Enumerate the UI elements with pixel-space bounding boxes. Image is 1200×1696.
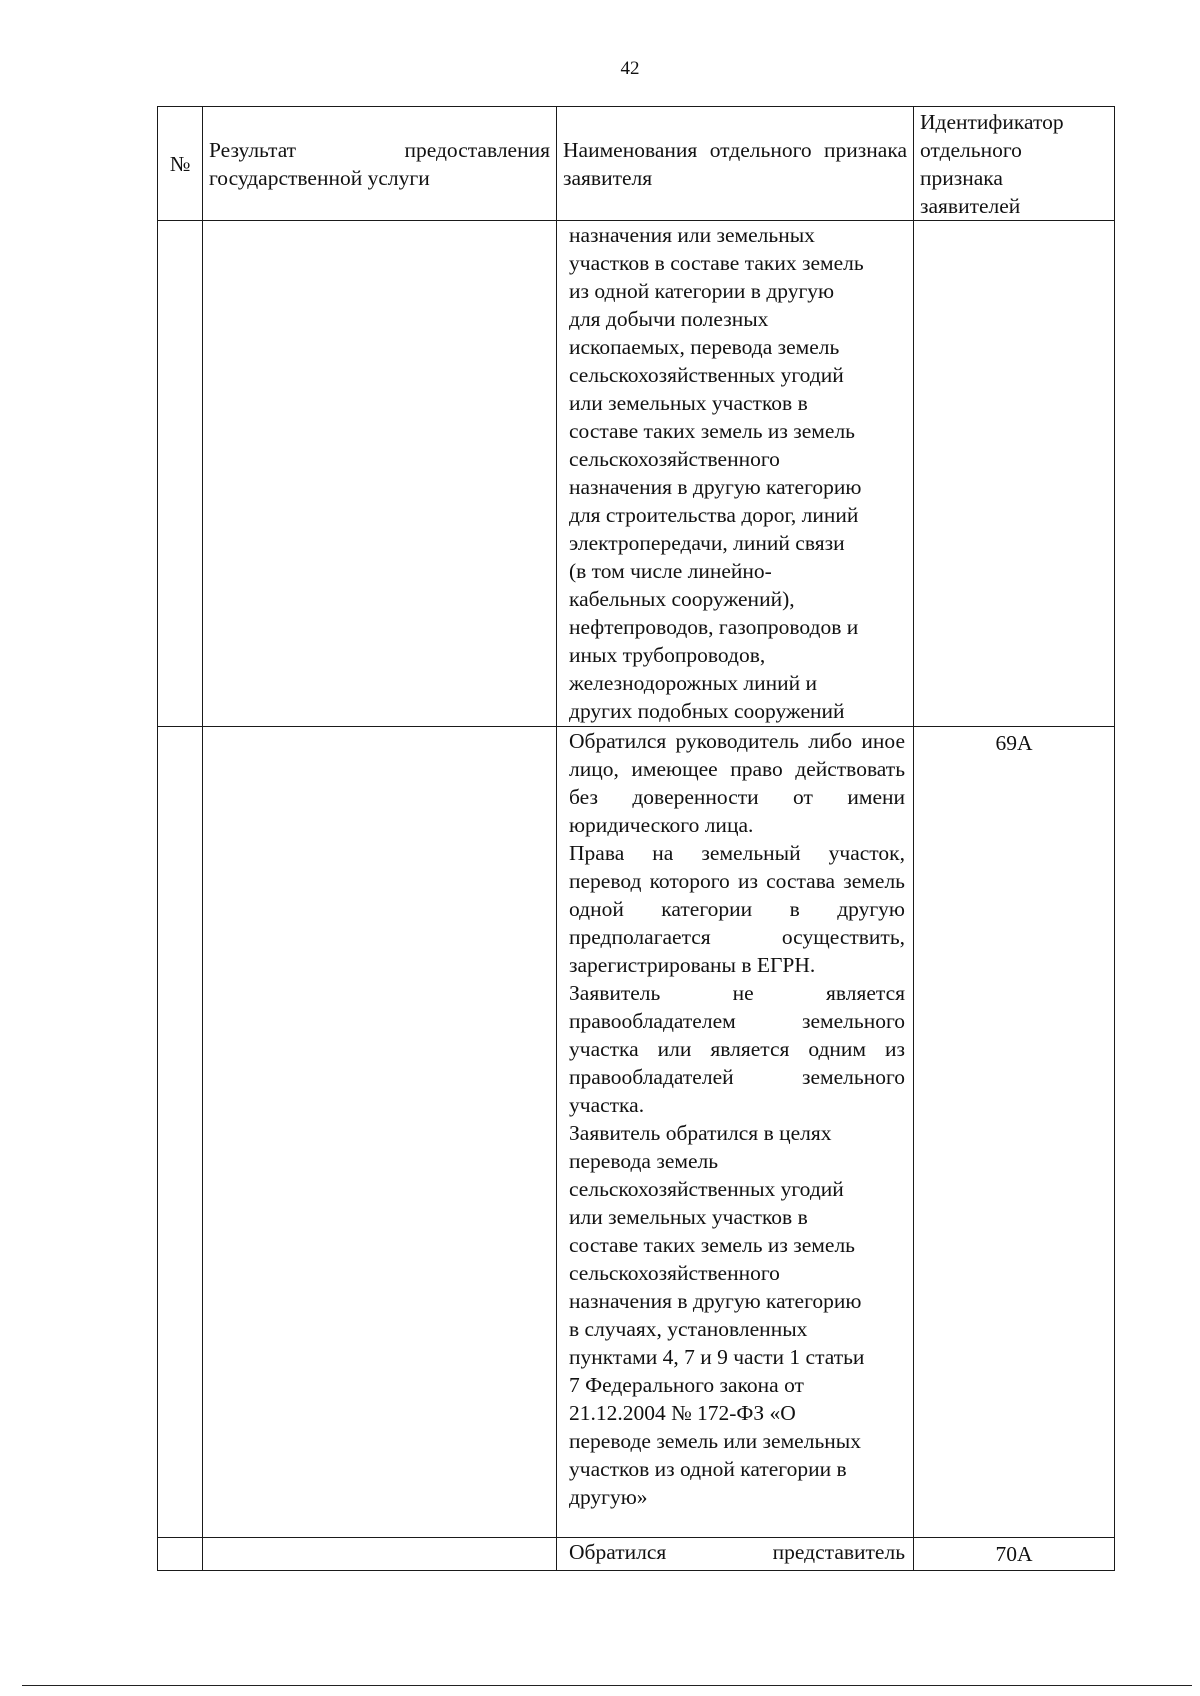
text-line: назначения в другую категорию [569,1289,862,1313]
text-line: электропередачи, линий связи [569,531,845,555]
text-line: пунктами 4, 7 и 9 части 1 статьи [569,1345,865,1369]
header-feature-name: Наименования отдельного признака заявителя [557,107,914,221]
text-line: составе таких земель из земель [569,1233,855,1257]
page-number: 42 [620,58,640,79]
text-line: или земельных участков в [569,1205,808,1229]
text-line: для строительства дорог, линий [569,503,859,527]
text-line: другую» [569,1485,648,1509]
cell-num [158,221,203,727]
text-line: перевода земель [569,1149,719,1173]
cell-feature-name [557,221,914,727]
text-line: из одной категории в другую [569,279,835,303]
cell-result [203,221,557,727]
text-line: переводе земель или земельных [569,1429,861,1453]
header-num: № [158,107,203,221]
header-id-line: признака [920,165,1003,190]
cell-num [158,1538,203,1571]
text-line: в случаях, установленных [569,1317,808,1341]
text-line: 21.12.2004 № 172-ФЗ «О [569,1401,796,1425]
feature-paragraph: Обратился руководитель либо иное лицо, имеющее право действовать без доверенности от имени юридического лица. [569,729,905,837]
text-line: железнодорожных линий и [569,671,817,695]
cell-feature-id: 70А [914,1538,1115,1571]
table-row [158,727,1115,1538]
header-feature-id [914,107,1115,221]
text-line: составе таких земель из земель [569,419,855,443]
header-id-line: Идентификатор [920,109,1064,134]
applicant-features-table [157,106,1115,1571]
text-line: для добычи полезных [569,307,769,331]
feature-paragraph: Заявитель не является правообладателем земельного участка или является одним из правообладателей земельного участка. [569,981,905,1117]
text-line: сельскохозяйственного [569,447,780,471]
cell-feature-name [557,1538,914,1571]
text-line: назначения в другую категорию [569,475,862,499]
text-line: участков в составе таких земель [569,251,864,275]
text-line: нефтепроводов, газопроводов и [569,615,859,639]
cell-feature-name [557,727,914,1538]
table-header-row [158,107,1115,221]
text-line: участков из одной категории в [569,1457,847,1481]
cell-num [158,727,203,1538]
text-line: сельскохозяйственных угодий [569,1177,844,1201]
text-line: кабельных сооружений), [569,587,795,611]
text-line: других подобных сооружений [569,699,845,723]
text-line: сельскохозяйственных угодий [569,363,844,387]
cell-feature-id [914,221,1115,727]
header-result: Результат предоставления государственной услуги [203,107,557,221]
text-line: иных трубопроводов, [569,643,766,667]
text-line: назначения или земельных [569,223,815,247]
feature-paragraph [569,1119,905,1511]
bottom-rule [22,1685,1192,1686]
table-row [158,1538,1115,1571]
text-line: или земельных участков в [569,391,808,415]
cell-result [203,1538,557,1571]
text-line: 7 Федерального закона от [569,1373,804,1397]
header-id-line: заявителей [920,193,1021,218]
text-line: Заявитель обратился в целях [569,1121,832,1145]
table-row [158,221,1115,727]
cell-feature-id: 69А [914,727,1115,1538]
feature-paragraph: Обратился представитель [569,1540,905,1564]
text-line: (в том числе линейно- [569,559,772,583]
header-id-line: отдельного [920,137,1022,162]
cell-result [203,727,557,1538]
text-line: ископаемых, перевода земель [569,335,840,359]
feature-paragraph: Права на земельный участок, перевод которого из состава земель одной категории в другую предполагается осуществить, зарегистрированы в ЕГРН. [569,841,905,977]
text-line: сельскохозяйственного [569,1261,780,1285]
